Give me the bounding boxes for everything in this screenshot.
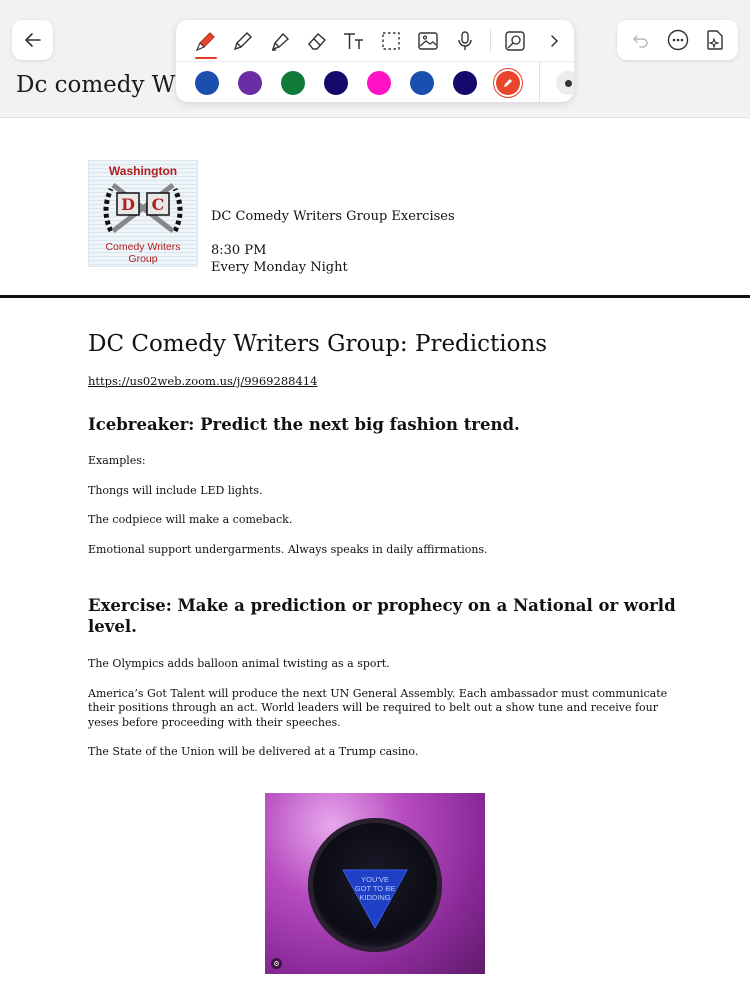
color-swatch-row bbox=[176, 61, 574, 102]
svg-text:Washington: Washington bbox=[108, 164, 178, 178]
group-logo bbox=[88, 160, 198, 267]
exercise-item: The State of the Union will be delivered at a Trump casino. bbox=[88, 745, 419, 758]
magic-8-ball-image[interactable] bbox=[265, 793, 485, 974]
icebreaker-heading: Icebreaker: Predict the next big fashion trend. bbox=[88, 415, 520, 434]
icebreaker-item: The codpiece will make a comeback. bbox=[88, 513, 293, 526]
zoom-link[interactable]: https://us02web.zoom.us/j/9969288414 bbox=[88, 374, 318, 388]
icebreaker-item: Emotional support undergarments. Always speaks in daily affirmations. bbox=[88, 542, 488, 556]
document-body bbox=[88, 330, 678, 760]
svg-text:C: C bbox=[151, 195, 165, 214]
header-title: DC Comedy Writers Group Exercises bbox=[211, 209, 455, 224]
svg-text:Comedy Writers: Comedy Writers bbox=[105, 241, 181, 253]
edit-pencil-icon bbox=[502, 77, 514, 89]
document-title[interactable]: Dc comedy W bbox=[16, 72, 176, 98]
color-swatch-navy-2[interactable] bbox=[453, 71, 477, 95]
page-heading: DC Comedy Writers Group: Predictions bbox=[88, 331, 548, 357]
exercise-heading: Exercise: Make a prediction or prophecy on a National or world level. bbox=[88, 596, 676, 636]
insert-image-icon[interactable] bbox=[413, 26, 443, 56]
back-arrow-icon bbox=[23, 30, 43, 50]
exercise-item: The Olympics adds balloon animal twisting as a sport. bbox=[88, 657, 390, 670]
marker-icon[interactable] bbox=[191, 26, 221, 56]
header-info bbox=[211, 208, 455, 276]
meeting-time: 8:30 PM bbox=[211, 243, 267, 258]
insert-shape-icon[interactable] bbox=[500, 26, 530, 56]
color-swatch-red-selected[interactable] bbox=[496, 71, 520, 95]
svg-text:GOT TO BE: GOT TO BE bbox=[354, 884, 396, 893]
examples-label: Examples: bbox=[88, 454, 146, 467]
drawing-tool-palette bbox=[176, 20, 574, 102]
stroke-size-selector[interactable] bbox=[556, 71, 574, 95]
color-divider bbox=[539, 62, 540, 102]
more-icon[interactable] bbox=[665, 27, 691, 53]
color-swatch-blue[interactable] bbox=[195, 71, 219, 95]
tools-row bbox=[176, 20, 574, 61]
stroke-size-dot-icon bbox=[565, 80, 572, 87]
svg-text:Group: Group bbox=[128, 253, 158, 265]
meeting-schedule: Every Monday Night bbox=[211, 260, 348, 275]
color-swatch-navy[interactable] bbox=[324, 71, 348, 95]
svg-text:KIDDING: KIDDING bbox=[359, 893, 391, 902]
exercise-item: America’s Got Talent will produce the next UN General Assembly. Each ambassador must communicate their positions through an act. World leaders will be required to belt out a show tune and receive four yeses before proceeding with their speeches. bbox=[88, 686, 668, 729]
document-header bbox=[0, 118, 750, 298]
color-swatch-blue-2[interactable] bbox=[410, 71, 434, 95]
svg-text:YOU'VE: YOU'VE bbox=[361, 875, 389, 884]
text-tool-icon[interactable] bbox=[339, 26, 369, 56]
right-action-group bbox=[617, 20, 738, 60]
chevron-right-icon[interactable] bbox=[539, 26, 569, 56]
ball-window bbox=[308, 818, 442, 952]
pencil-icon[interactable] bbox=[228, 26, 258, 56]
image-info-icon[interactable]: ⚙ bbox=[271, 958, 282, 969]
svg-text:D: D bbox=[121, 195, 135, 214]
lasso-select-icon[interactable] bbox=[376, 26, 406, 56]
eraser-icon[interactable] bbox=[302, 26, 332, 56]
add-page-icon[interactable] bbox=[702, 27, 728, 53]
toolbar-divider bbox=[490, 30, 491, 52]
back-button[interactable] bbox=[12, 20, 53, 60]
undo-icon[interactable] bbox=[628, 27, 654, 53]
microphone-icon[interactable] bbox=[450, 26, 480, 56]
color-swatch-purple[interactable] bbox=[238, 71, 262, 95]
color-swatch-magenta[interactable] bbox=[367, 71, 391, 95]
icebreaker-item: Thongs will include LED lights. bbox=[88, 483, 263, 497]
color-swatch-green[interactable] bbox=[281, 71, 305, 95]
highlighter-icon[interactable] bbox=[265, 26, 295, 56]
